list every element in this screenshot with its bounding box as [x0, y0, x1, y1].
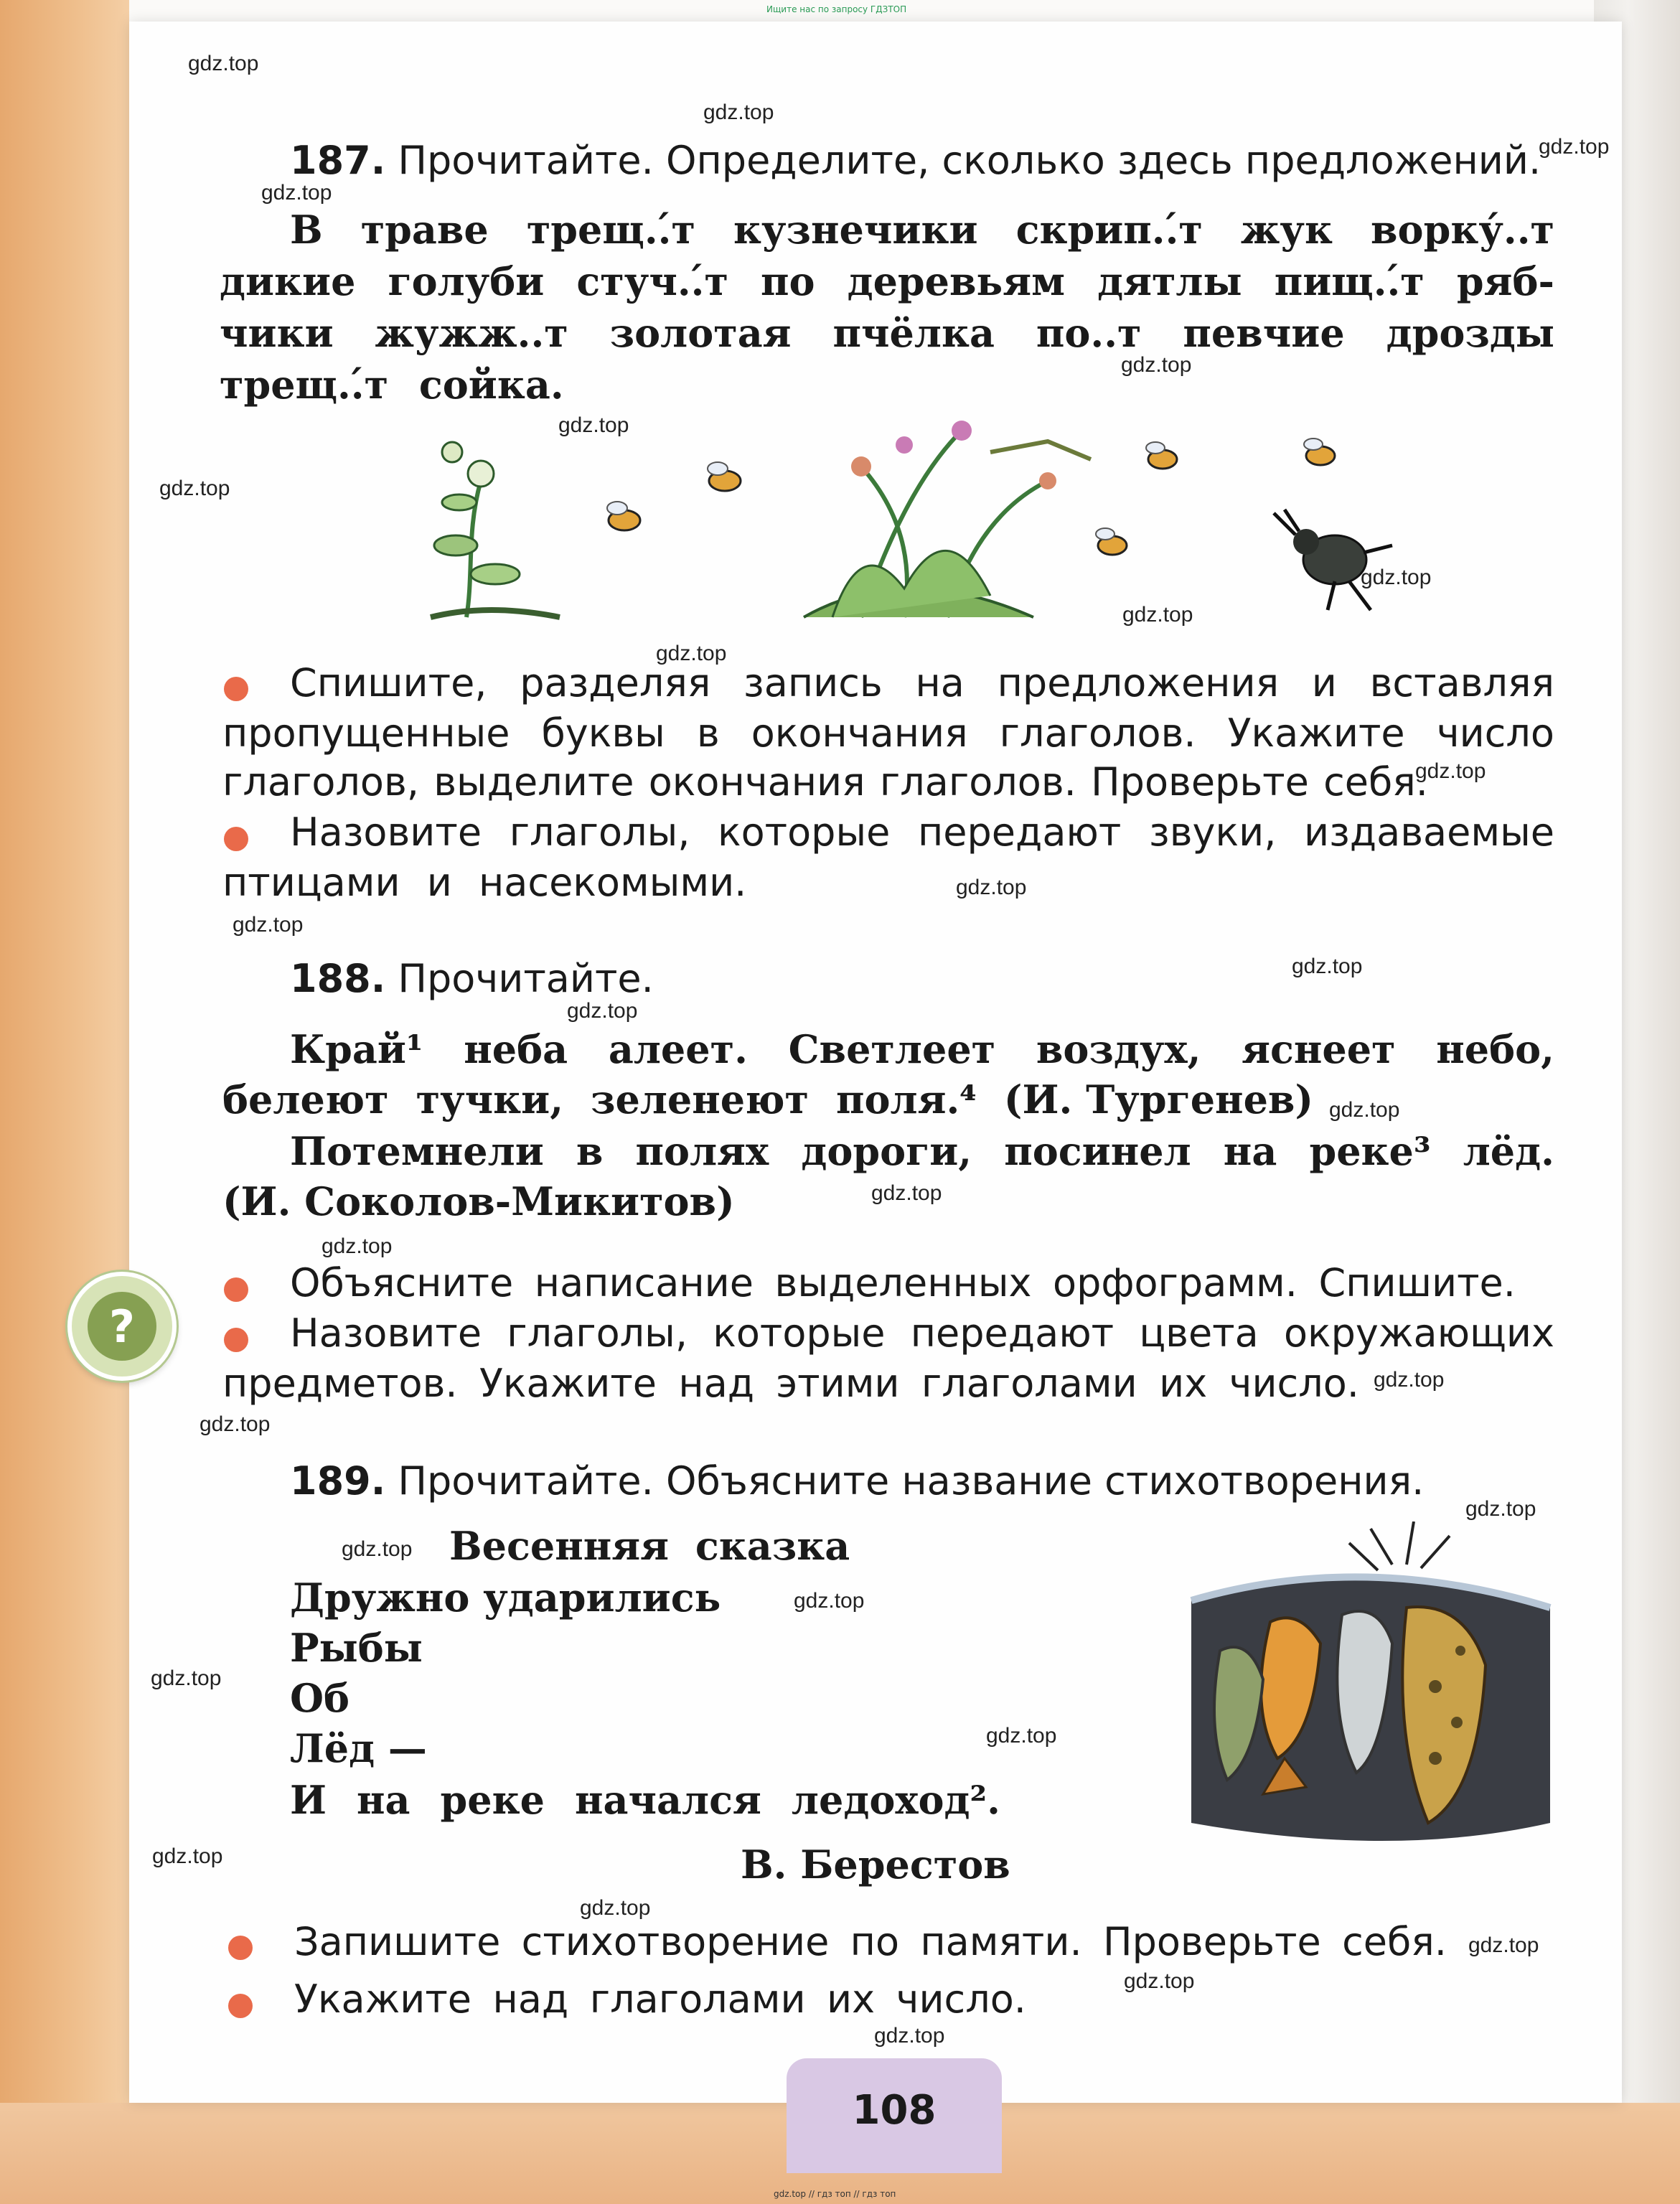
- exercise-187-text-line: [220, 258, 1554, 304]
- task-bullet: [224, 1328, 248, 1352]
- word: (И. Тургенев): [1003, 1077, 1313, 1122]
- word: дрозды: [1386, 310, 1554, 356]
- word: орфограмм.: [1053, 1260, 1297, 1305]
- word: пчёлка: [832, 310, 995, 356]
- word: деревьям: [847, 258, 1066, 304]
- word: себя.: [1342, 1919, 1447, 1964]
- word: в: [576, 1128, 604, 1174]
- top-note: Ищите нас по запросу ГДЗТОП: [766, 4, 907, 14]
- word: написание: [534, 1260, 754, 1305]
- watermark: gdz.top: [1415, 759, 1486, 783]
- watermark: gdz.top: [1329, 1098, 1400, 1122]
- word: начался: [575, 1777, 761, 1823]
- word: предложения: [997, 660, 1280, 705]
- exercise-187-task-line: [290, 660, 1554, 705]
- exercise-number: 187.: [290, 138, 386, 183]
- word: Укажите: [294, 1976, 472, 2022]
- word: глаголами: [589, 1976, 806, 2022]
- word: окончания: [648, 759, 865, 805]
- word: тучки,: [416, 1077, 564, 1122]
- watermark: gdz.top: [874, 2024, 945, 2048]
- word: и: [426, 860, 452, 905]
- exercise-189-heading: [290, 1458, 1424, 1504]
- word: зеленеют: [591, 1077, 809, 1122]
- word: алеет.: [608, 1026, 748, 1072]
- flower-plant-left: [431, 442, 560, 617]
- word: глаголов.: [879, 759, 1076, 805]
- word: которые: [718, 810, 891, 855]
- watermark: gdz.top: [956, 876, 1027, 899]
- word: реке: [440, 1777, 545, 1823]
- bee-icon: [1146, 442, 1177, 469]
- exercise-188-text-line: [222, 1178, 735, 1224]
- poem-line: Рыбы: [290, 1625, 423, 1671]
- watermark: gdz.top: [188, 52, 259, 75]
- word: глаголы,: [507, 1310, 688, 1356]
- watermark: gdz.top: [322, 1234, 393, 1258]
- watermark: gdz.top: [1468, 1933, 1539, 1957]
- word: чики: [220, 310, 334, 356]
- word: памяти.: [920, 1919, 1082, 1964]
- grasshopper-icon: [990, 441, 1091, 459]
- fish-under-ice-illustration: [1177, 1521, 1564, 1859]
- word: И: [290, 1777, 327, 1823]
- word: по: [760, 258, 815, 304]
- exercise-187-task-line: [290, 810, 1554, 855]
- word: дикие: [220, 258, 356, 304]
- exercise-189-task-line: [294, 1919, 1447, 1964]
- word: скрип..́т: [1015, 207, 1203, 253]
- word: цвета: [1139, 1310, 1259, 1356]
- word: жук: [1240, 207, 1333, 253]
- watermark: gdz.top: [1124, 1969, 1195, 1993]
- word: лёд.: [1463, 1128, 1554, 1174]
- word: буквы: [541, 711, 665, 756]
- word: предметов.: [222, 1361, 458, 1406]
- watermark: gdz.top: [580, 1896, 651, 1920]
- word: над: [678, 1361, 755, 1406]
- word: голуби: [388, 258, 545, 304]
- word: в: [696, 711, 720, 756]
- word: (И. Соколов-Микитов): [222, 1178, 735, 1224]
- question-mark-icon: ?: [88, 1292, 156, 1361]
- bee-icon: [708, 462, 741, 491]
- watermark: gdz.top: [1539, 135, 1610, 159]
- exercise-prompt: Прочитайте. Определите, сколько здесь предложений.: [398, 138, 1541, 183]
- word: Запишите: [294, 1919, 501, 1964]
- word: Проверьте: [1102, 1919, 1321, 1964]
- word: вставляя: [1369, 660, 1554, 705]
- word: трещ..́т: [220, 362, 389, 408]
- word: их: [827, 1976, 876, 2022]
- watermark: gdz.top: [656, 642, 727, 665]
- watermark: gdz.top: [1121, 353, 1192, 377]
- watermark: gdz.top: [871, 1181, 942, 1205]
- word: число: [1436, 711, 1554, 756]
- watermark: gdz.top: [152, 1844, 223, 1868]
- poem-line: Об: [290, 1675, 350, 1721]
- watermark: gdz.top: [1292, 955, 1363, 978]
- word: звуки,: [1148, 810, 1277, 855]
- word: посинел: [1004, 1128, 1191, 1174]
- watermark: gdz.top: [261, 181, 332, 205]
- word: глаголов,: [222, 759, 419, 805]
- task-bullet: [228, 1994, 253, 2018]
- word: число.: [896, 1976, 1026, 2022]
- word: и: [1311, 660, 1337, 705]
- poem-line: Лёд —: [290, 1725, 427, 1771]
- word: на: [915, 660, 965, 705]
- word: глаголов.: [999, 711, 1196, 756]
- word: неба: [464, 1026, 568, 1072]
- exercise-188-task-line: [222, 1361, 1359, 1406]
- exercise-prompt: Прочитайте.: [398, 956, 654, 1001]
- word: белеют: [222, 1077, 389, 1122]
- word: В: [290, 207, 323, 253]
- word: окружающих: [1283, 1310, 1554, 1356]
- word: ледоход².: [791, 1777, 1000, 1823]
- word: над: [492, 1976, 569, 2022]
- task-bullet: [224, 1277, 248, 1302]
- word: дятлы: [1097, 258, 1242, 304]
- watermark: gdz.top: [342, 1537, 413, 1561]
- watermark: gdz.top: [159, 477, 230, 500]
- word: их: [1159, 1361, 1208, 1406]
- word: издаваемые: [1304, 810, 1554, 855]
- exercise-188-task-line: [290, 1260, 1516, 1305]
- watermark: gdz.top: [200, 1412, 271, 1436]
- exercise-188-text-line: [290, 1026, 1554, 1072]
- word: жужж..т: [375, 310, 568, 356]
- word: воздух,: [1036, 1026, 1201, 1072]
- word: птицами: [222, 860, 400, 905]
- word: трещ..́т: [526, 207, 695, 253]
- word: ворку́..т: [1371, 207, 1554, 253]
- word: Потемнели: [290, 1128, 544, 1174]
- exercise-number: 188.: [290, 956, 386, 1001]
- watermark: gdz.top: [233, 913, 304, 937]
- word: полях: [635, 1128, 769, 1174]
- word: по..т: [1036, 310, 1142, 356]
- task-bullet: [228, 1936, 253, 1960]
- exercise-188-text-line: [290, 1128, 1554, 1174]
- word: Светлеет: [788, 1026, 996, 1072]
- watermark: gdz.top: [794, 1589, 865, 1613]
- watermark: gdz.top: [986, 1724, 1057, 1748]
- word: Проверьте: [1091, 759, 1309, 805]
- watermark: gdz.top: [1361, 566, 1432, 589]
- word: окончания: [751, 711, 968, 756]
- word: стуч..́т: [576, 258, 728, 304]
- word: число.: [1229, 1361, 1359, 1406]
- word: Укажите: [1227, 711, 1405, 756]
- word: этими: [776, 1361, 900, 1406]
- word: по: [850, 1919, 899, 1964]
- word: яснеет: [1242, 1026, 1396, 1072]
- word: разделяя: [520, 660, 711, 705]
- word: реке³: [1309, 1128, 1431, 1174]
- word: запись: [743, 660, 883, 705]
- word: выделите: [433, 759, 634, 805]
- task-bullet: [224, 827, 248, 851]
- word: Назовите: [290, 810, 482, 855]
- exercise-187-task-line: [222, 759, 1428, 805]
- exercise-188-heading: [290, 956, 654, 1001]
- watermark: gdz.top: [1122, 603, 1193, 627]
- poem-title: Весенняя сказка: [449, 1523, 850, 1569]
- exercise-189-task-line: [294, 1976, 1026, 2022]
- word: выделенных: [774, 1260, 1032, 1305]
- word: Спишите,: [290, 660, 487, 705]
- word: насекомыми.: [479, 860, 747, 905]
- word: на: [357, 1777, 410, 1823]
- poem-author: В. Берестов: [741, 1842, 1010, 1888]
- watermark: gdz.top: [567, 999, 638, 1023]
- word: Укажите: [479, 1361, 657, 1406]
- word: пищ..́т: [1274, 258, 1425, 304]
- word: пропущенные: [222, 711, 510, 756]
- exercise-187-heading: [290, 138, 1541, 183]
- bee-icon: [1304, 439, 1335, 465]
- beetle-icon: [1274, 510, 1392, 610]
- word: поля.⁴: [835, 1077, 977, 1122]
- watermark: gdz.top: [703, 100, 774, 124]
- exercise-187-text-line: [290, 207, 1554, 253]
- question-help-icon[interactable]: [67, 1272, 177, 1381]
- word: Назовите: [290, 1310, 482, 1356]
- word: передают: [910, 1310, 1114, 1356]
- watermark: gdz.top: [1374, 1368, 1445, 1392]
- word: золотая: [609, 310, 792, 356]
- word: певчие: [1183, 310, 1345, 356]
- exercise-number: 189.: [290, 1458, 386, 1504]
- bee-icon: [607, 502, 640, 530]
- page-left-margin: [0, 0, 129, 2204]
- word: себя.: [1323, 759, 1428, 805]
- word: глаголами: [921, 1361, 1137, 1406]
- word: небо,: [1436, 1026, 1554, 1072]
- exercise-188-text-line: [222, 1077, 1313, 1122]
- word: дороги,: [801, 1128, 972, 1174]
- exercise-188-task-line: [290, 1310, 1554, 1356]
- exercise-187-task-line: [222, 711, 1554, 756]
- poem-line: [290, 1777, 1000, 1823]
- exercise-187-task-line: [222, 860, 746, 905]
- page-number: 108: [852, 2087, 937, 2134]
- watermark: gdz.top: [1465, 1497, 1536, 1521]
- meadow-insects-illustration: [402, 402, 1421, 639]
- word: сойка.: [418, 362, 564, 408]
- bee-icon: [1096, 528, 1127, 555]
- exercise-prompt: Прочитайте. Объясните название стихотворения.: [398, 1458, 1425, 1504]
- word: Край¹: [290, 1026, 423, 1072]
- watermark: gdz.top: [558, 413, 629, 437]
- word: Объясните: [290, 1260, 514, 1305]
- word: стихотворение: [521, 1919, 830, 1964]
- word: ряб-: [1456, 258, 1554, 304]
- word: на: [1223, 1128, 1277, 1174]
- watermark: gdz.top: [151, 1666, 222, 1690]
- word: глаголы,: [509, 810, 690, 855]
- exercise-187-text-line: [220, 310, 1554, 356]
- word: траве: [360, 207, 489, 253]
- page-number-tab: [787, 2058, 1002, 2173]
- flower-bush-center: [804, 421, 1056, 617]
- word: передают: [917, 810, 1122, 855]
- bottom-note: gdz.top // гдз топ // гдз топ: [774, 2189, 896, 2199]
- word: Спишите.: [1318, 1260, 1516, 1305]
- word: кузнечики: [733, 207, 978, 253]
- exercise-187-text-line: [220, 362, 564, 408]
- task-bullet: [224, 677, 248, 701]
- poem-line: Дружно ударились: [290, 1575, 721, 1621]
- word: которые: [713, 1310, 886, 1356]
